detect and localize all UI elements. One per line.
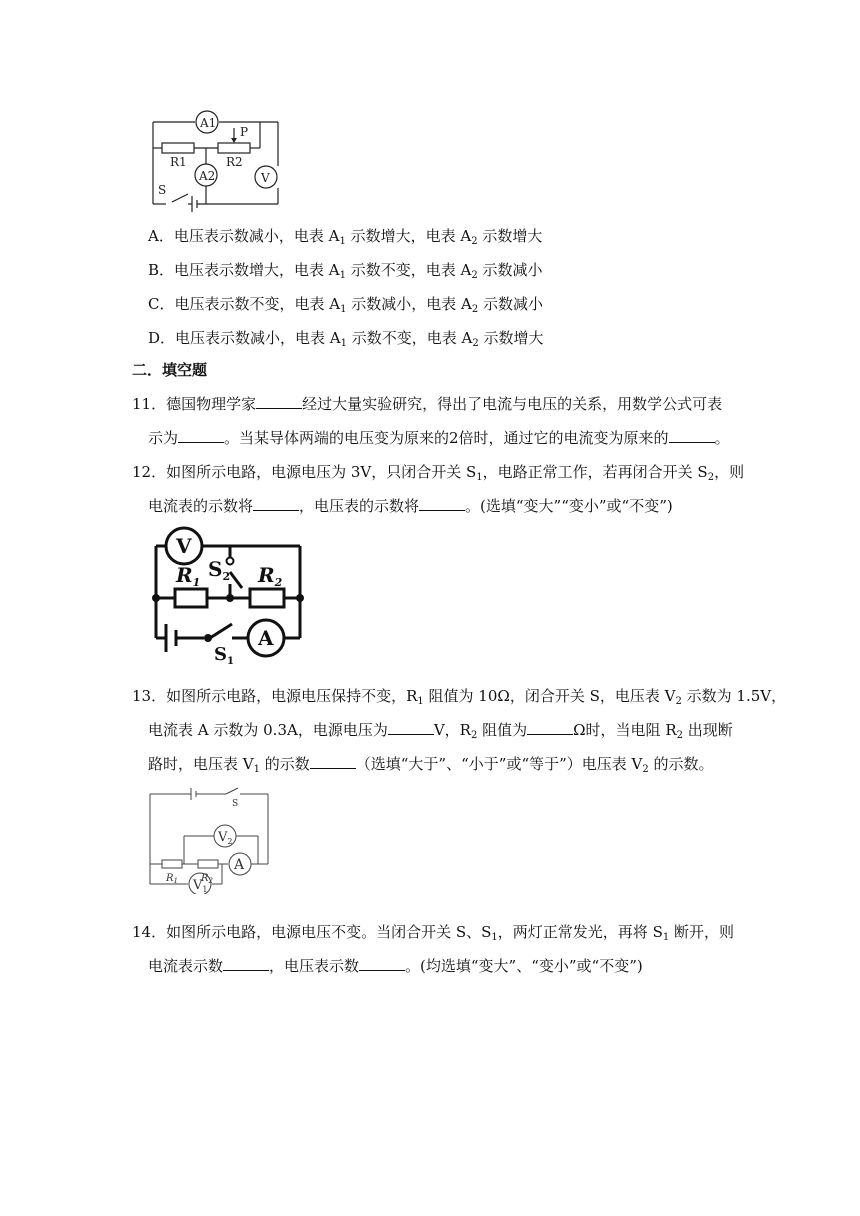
q12-circuit-diagram [148, 520, 308, 666]
q13-blank-1[interactable] [388, 720, 434, 735]
fig10-label-S: S [158, 183, 167, 197]
fig12-label-R1: $R_1$ [176, 563, 201, 589]
q13-blank-3[interactable] [310, 754, 356, 769]
q13-line-3: 路时，电压表 $V_1$ 的示数 （选填“大于”、“小于”或“等于”）电压表 $V_2$ 的示数。 [148, 755, 714, 775]
q10-option-c: C．电压表示数不变，电表 $A_1$ 示数减小，电表 $A_2$ 示数减小 [148, 295, 543, 315]
q12-blank-2[interactable] [419, 496, 465, 511]
fig13-label-V2: $V_2$ [218, 830, 233, 846]
fig13-label-A: A [234, 857, 245, 873]
q10-circuit-diagram [148, 106, 288, 212]
q14-blank-2[interactable] [359, 956, 405, 971]
fig10-label-P: P [240, 125, 249, 139]
q13-circuit-diagram [146, 786, 272, 894]
fig10-label-V: V [261, 171, 270, 185]
q11-blank-3[interactable] [669, 428, 715, 443]
fig13-label-R1: $R_1$ [166, 873, 178, 885]
q13-line-2: 电流表 A 示数为 0.3A，电源电压为 V，$R_2$ 阻值为 Ω时，当电阻 $R_2$ 出现断 [148, 721, 733, 741]
q11-line-1: 11．德国物理学家 经过大量实验研究，得出了电流与电压的关系，用数学公式可表 [132, 395, 723, 413]
fig12-label-S1: $S_1$ [214, 644, 234, 666]
fig10-label-R2: R2 [226, 155, 243, 169]
fig13-label-R2: $R_2$ [201, 873, 213, 885]
q11-blank-2[interactable] [178, 428, 224, 443]
q10-option-a: A．电压表示数减小，电表 $A_1$ 示数增大，电表 $A_2$ 示数增大 [148, 227, 543, 247]
fig13-label-V1: $V_1$ [193, 878, 208, 894]
fig12-label-V: V [176, 534, 192, 558]
q11-blank-1[interactable] [256, 394, 302, 409]
q14-line-2: 电流表示数 ，电压表示数 。(均选填“变大”、“变小”或“不变”) [148, 957, 643, 975]
section-title-fill-in: 二．填空题 [132, 361, 208, 379]
q10-option-b: B．电压表示数增大，电表 $A_1$ 示数不变，电表 $A_2$ 示数减小 [148, 261, 543, 281]
q13-blank-2[interactable] [527, 720, 573, 735]
fig12-label-R2: $R_2$ [258, 563, 283, 589]
fig10-label-R1: R1 [170, 155, 187, 169]
fig12-label-A: A [258, 626, 274, 650]
q10-option-d: D．电压表示数减小，电表 $A_1$ 示数不变，电表 $A_2$ 示数增大 [148, 329, 544, 349]
fig10-label-A1: A1 [200, 116, 217, 130]
q14-blank-1[interactable] [223, 956, 269, 971]
q14-line-1: 14．如图所示电路，电源电压不变。当闭合开关 S、$S_1$，两灯正常发光，再将 $S_1$ 断开，则 [132, 923, 734, 943]
fig13-label-S: S [232, 799, 239, 809]
q12-line-2: 电流表的示数将 ，电压表的示数将 。(选填“变大”“变小”或“不变”) [148, 497, 673, 515]
q13-line-1: 13．如图所示电路，电源电压保持不变，$R_1$ 阻值为 10Ω，闭合开关 S，电压表 $V_2$ 示数为 1.5V， [132, 687, 787, 707]
q12-blank-1[interactable] [253, 496, 299, 511]
q11-line-2: 示为 。当某导体两端的电压变为原来的2倍时，通过它的电流变为原来的 。 [148, 429, 730, 447]
q12-line-1: 12．如图所示电路，电源电压为 3V，只闭合开关 $S_1$，电路正常工作，若再闭合开关 $S_2$，则 [132, 463, 745, 483]
fig12-label-S2: $S_2$ [208, 557, 231, 583]
fig10-label-A2: A2 [199, 169, 216, 183]
